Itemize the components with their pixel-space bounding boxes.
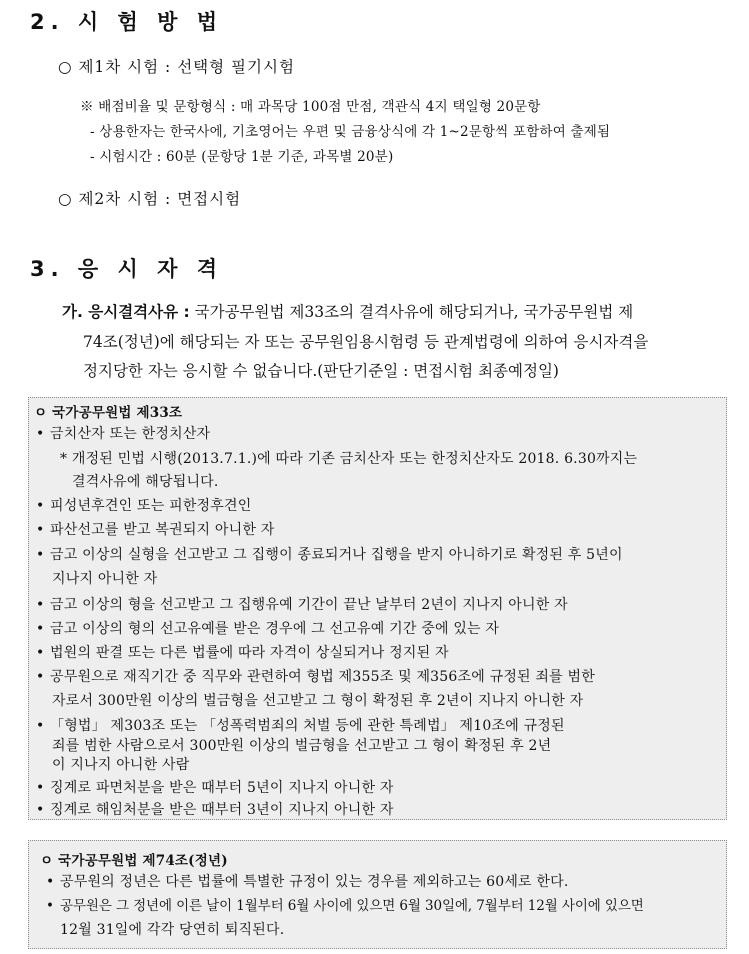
bullet-icon: • [36,780,45,796]
article-33-heading: ㅇ 국가공무원법 제33조 [34,405,183,421]
list-item-cont: 이 지나지 아니한 사람 [52,757,190,773]
first-exam-line: ○ 제1차 시험 : 선택형 필기시험 [58,58,295,76]
list-item: • 징계로 해임처분을 받은 때부터 3년이 지나지 아니한 자 [36,802,394,818]
article-74-heading: ㅇ 국가공무원법 제74조(정년) [40,853,228,869]
list-item-note-cont: 결격사유에 해당됩니다. [72,474,219,490]
list-item-note: * 개정된 민법 시행(2013.7.1.)에 따라 기존 금치산자 또는 한정치산자도 2018. 6.30까지는 [60,451,638,467]
list-item-cont: 지나지 아니한 자 [52,571,158,587]
list-item: • 징계로 파면처분을 받은 때부터 5년이 지나지 아니한 자 [36,780,394,796]
section-2-title: 2. 시 험 방 법 [30,10,223,34]
list-item: • 법원의 판결 또는 다른 법률에 따라 자격이 상실되거나 정지된 자 [36,645,449,661]
disqualification-text-1: 국가공무원법 제33조의 결격사유에 해당되거나, 국가공무원법 제 [194,303,634,321]
scoring-note-text: 배점비율 및 문항형식 : 매 과목당 100점 만점, 객관식 4지 택일형 20문항 [98,99,541,115]
list-item: • 금고 이상의 형을 선고받고 그 집행유예 기간이 끝난 날부터 2년이 지나지 아니한 자 [36,597,568,613]
disqualification-line-2: 74조(정년)에 해당되는 자 또는 공무원임용시험령 등 관계법령에 의하여 응시자격을 [83,333,649,351]
list-item: • 공무원은 그 정년에 이른 날이 1월부터 6월 사이에 있으면 6월 30일에, 7월부터 12월 사이에 있으면 [46,898,644,914]
list-item-cont: 12월 31일에 각각 당연히 퇴직된다. [60,922,285,938]
bullet-icon: • [36,522,45,538]
bullet-icon: • [46,898,54,914]
list-item: • 파산선고를 받고 복권되지 아니한 자 [36,522,275,538]
bullet-icon: • [46,874,55,890]
bullet-icon: • [36,669,45,685]
bullet-icon: • [36,498,45,514]
disqualification-line-1 [62,300,633,322]
list-item: • 금고 이상의 형의 선고유예를 받은 경우에 그 선고유예 기간 중에 있는 자 [36,621,500,637]
bullet-icon: • [36,645,45,661]
bullet-icon: • [36,547,45,563]
second-exam-line: ○ 제2차 시험 : 면접시험 [58,190,242,208]
scoring-note [80,95,541,115]
list-item: • 금치산자 또는 한정치산자 [36,426,211,442]
bullet-icon: • [36,802,45,818]
bullet-icon: • [36,621,45,637]
disqualification-line-3: 정지당한 자는 응시할 수 없습니다.(판단기준일 : 면접시험 최종예정일) [83,362,559,380]
list-item: • 공무원으로 재직기간 중 직무와 관련하여 형법 제355조 및 제356조에 규정된 죄를 범한 [36,669,595,685]
list-item: • 공무원의 정년은 다른 법률에 특별한 규정이 있는 경우를 제외하고는 60세로 한다. [46,874,569,890]
list-item-cont: 죄를 범한 사람으로서 300만원 이상의 벌금형을 선고받고 그 형이 확정된 후 2년 [52,738,552,754]
list-item: • 피성년후견인 또는 피한정후견인 [36,498,252,514]
disqualification-label: 가. 응시결격사유 : [62,303,190,321]
list-item-cont: 자로서 300만원 이상의 벌금형을 선고받고 그 형이 확정된 후 2년이 지나지 아니한 자 [52,693,584,709]
bullet-icon: • [36,597,45,613]
list-item: • 「형법」 제303조 또는 「성폭력범죄의 처벌 등에 관한 특례법」 제10조에 규정된 [36,718,565,734]
note-mark-icon: ※ [80,99,94,115]
section-3-title: 3. 응 시 자 격 [30,257,223,281]
scoring-note-sub2: - 시험시간 : 60분 (문항당 1분 기준, 과목별 20분) [90,149,394,165]
bullet-icon: • [36,718,45,734]
bullet-icon: • [36,426,45,442]
list-item: • 금고 이상의 실형을 선고받고 그 집행이 종료되거나 집행을 받지 아니하기로 확정된 후 5년이 [36,547,623,563]
scoring-note-sub1: - 상용한자는 한국사에, 기초영어는 우편 및 금융상식에 각 1~2문항씩 포함하여 출제됨 [90,124,611,140]
